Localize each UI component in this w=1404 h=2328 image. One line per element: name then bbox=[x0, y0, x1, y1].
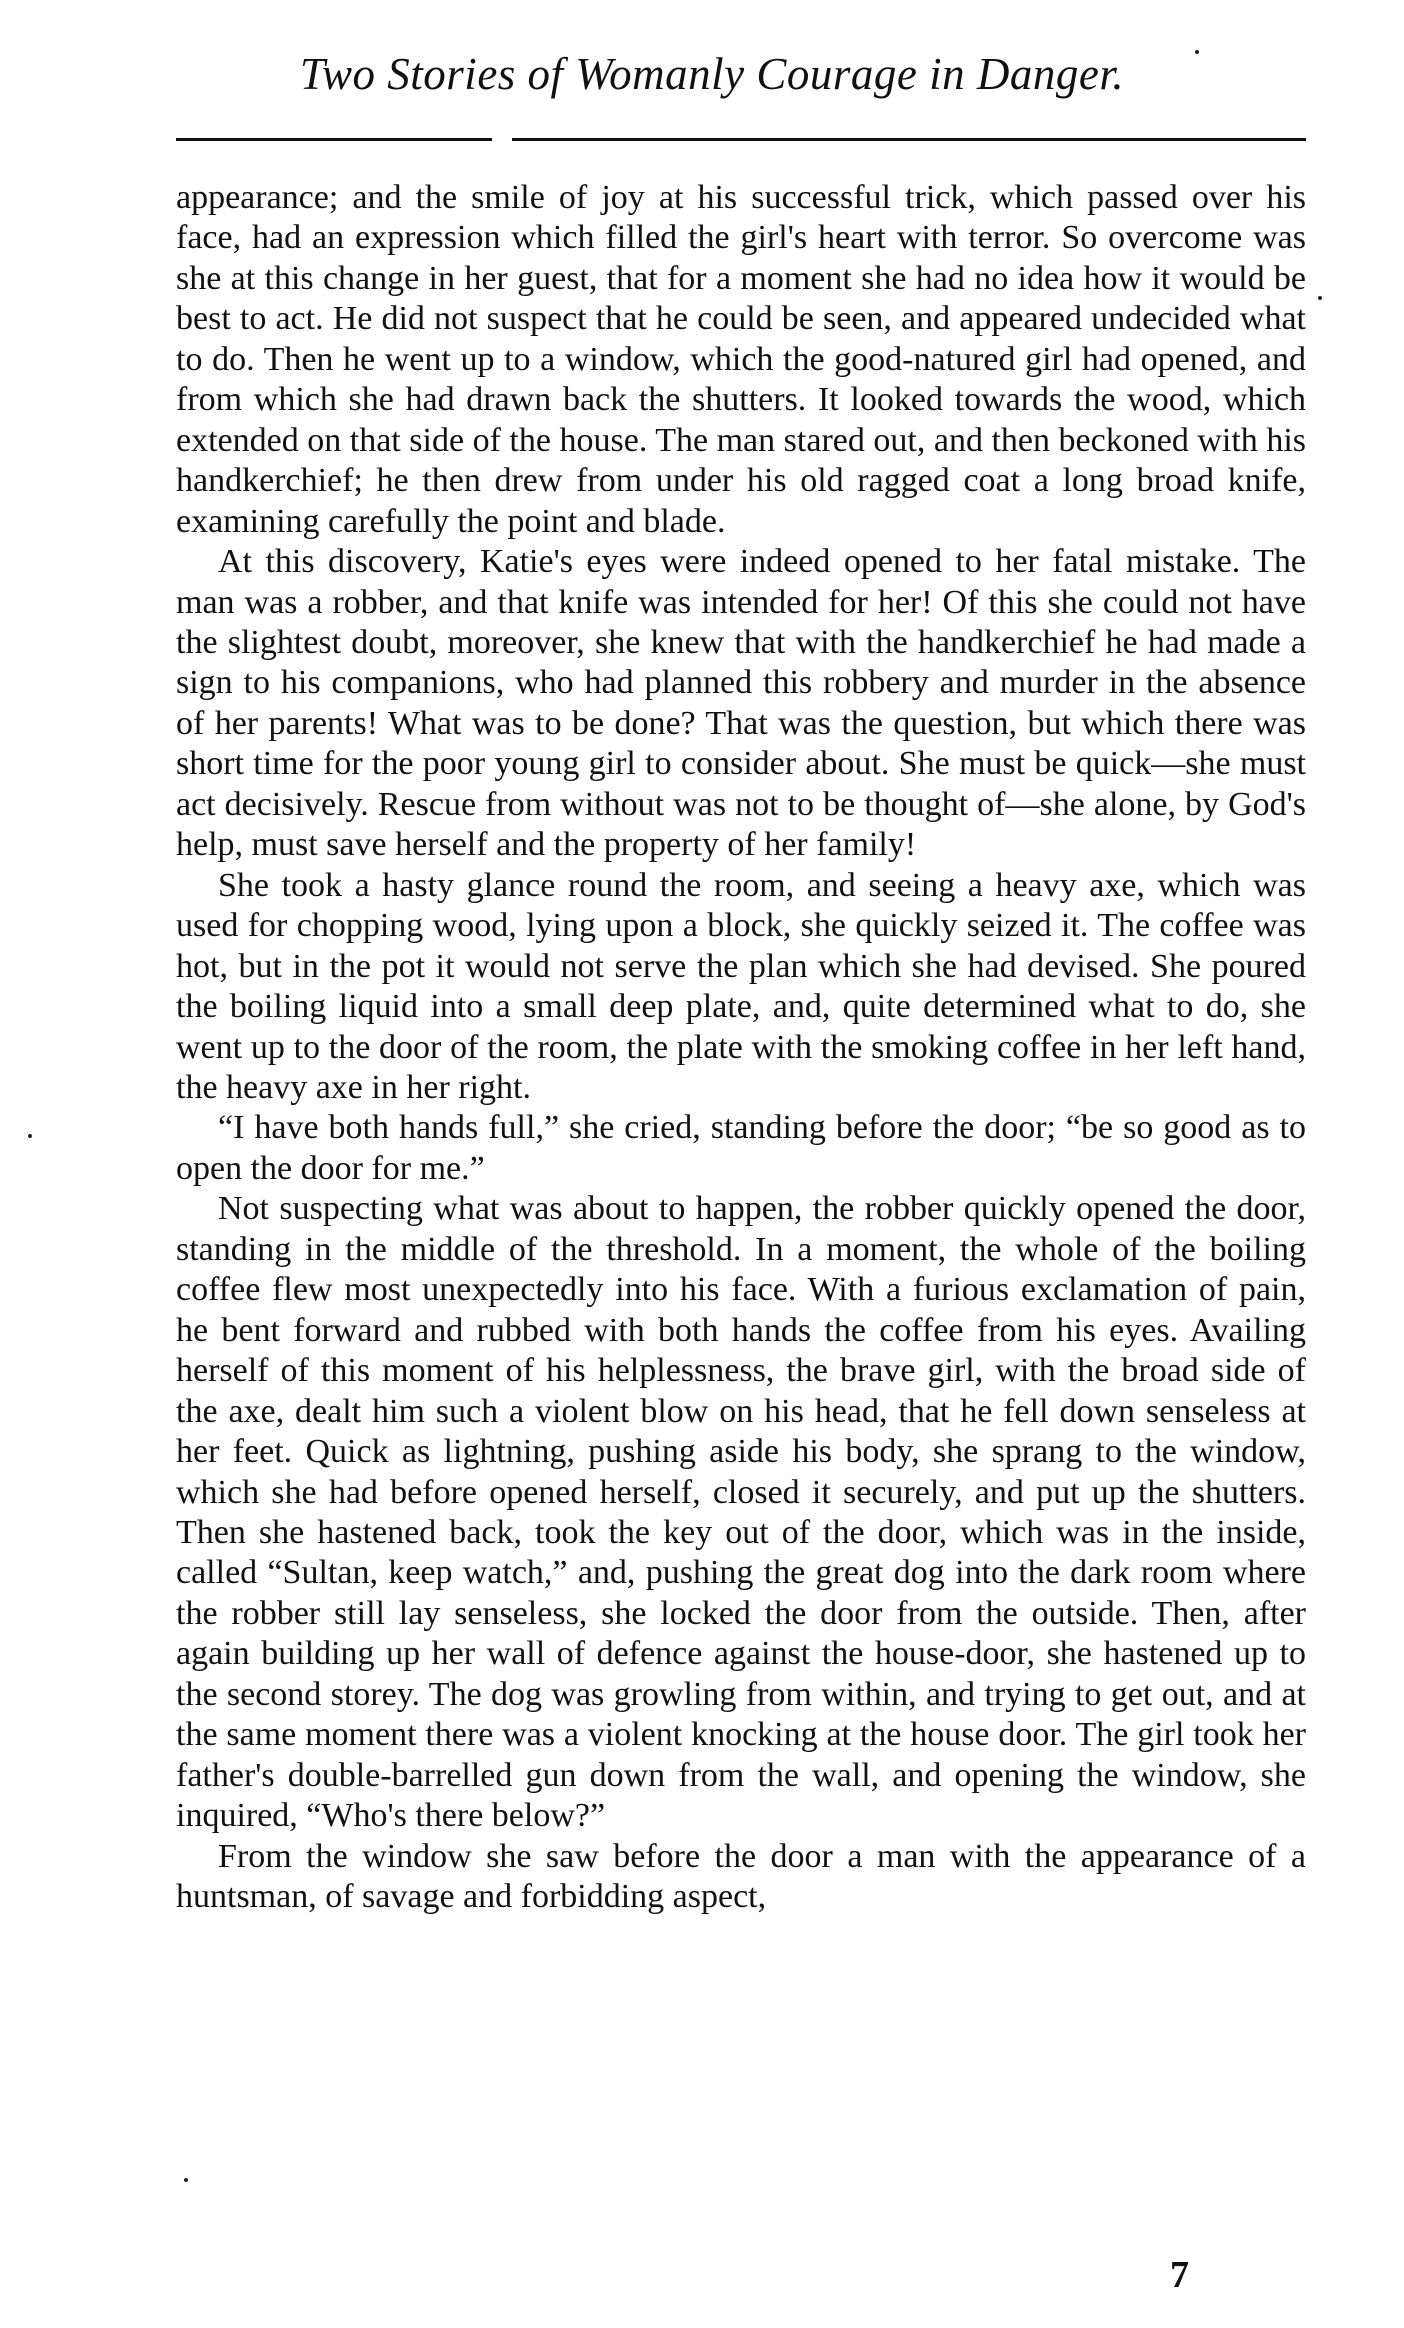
header-rule-break bbox=[492, 132, 512, 146]
print-speck bbox=[184, 2178, 188, 2182]
paragraph: At this discovery, Katie's eyes were indeed opened to her fatal mistake. The man was a robber, and that knife was intended for her! Of this she could not have the slightest doubt, moreover, she knew that with the handkerchief he had made a sign to his companions, who had planned this robbery and murder in the absence of her parents! What was to be done? That was the question, but which there was short time for the poor young girl to consider about. She must be quick—she must act decisively. Rescue from without was not to be thought of—she alone, by God's help, must save herself and the property of her family! bbox=[176, 543, 1306, 864]
paragraph: From the window she saw before the door a man with the appearance of a huntsman, of savage and forbidding aspect, bbox=[176, 1837, 1306, 1916]
page-number: 7 bbox=[1170, 2254, 1189, 2296]
print-speck bbox=[28, 1134, 32, 1138]
paragraph: appearance; and the smile of joy at his successful trick, which passed over his face, had an expression which filled the girl's heart with terror. So overcome was she at this change in her guest, that for a moment she had no idea how it would be best to act. He did not suspect that he could be seen, and appeared undecided what to do. Then he went up to a window, which the good-natured girl had opened, and from which she had drawn back the shutters. It looked towards the wood, which extended on that side of the house. The man stared out, and then beckoned with his handkerchief; he then drew from under his old ragged coat a long broad knife, examining carefully the point and blade. bbox=[176, 179, 1306, 540]
print-speck bbox=[1318, 296, 1322, 300]
header-rule bbox=[176, 138, 1306, 141]
print-speck bbox=[1195, 50, 1199, 54]
paragraph: She took a hasty glance round the room, and seeing a heavy axe, which was used for chopping wood, lying upon a block, she quickly seized it. The coffee was hot, but in the pot it would not serve the plan which she had devised. She poured the boiling liquid into a small deep plate, and, quite determined what to do, she went up to the door of the room, the plate with the smoking coffee in her left hand, the heavy axe in her right. bbox=[176, 866, 1306, 1106]
body-text bbox=[176, 178, 1306, 1917]
running-head: Two Stories of Womanly Courage in Danger. bbox=[299, 49, 1125, 99]
paragraph: Not suspecting what was about to happen, the robber quickly opened the door, standing in the middle of the threshold. In a moment, the whole of the boiling coffee flew most unexpectedly into his face. With a furious exclamation of pain, he bent forward and rubbed with both hands the coffee from his eyes. Availing herself of this moment of his helplessness, the brave girl, with the broad side of the axe, dealt him such a violent blow on his head, that he fell down senseless at her feet. Quick as lightning, pushing aside his body, she sprang to the window, which she had before opened herself, closed it securely, and put up the shutters. Then she hastened back, took the key out of the door, which was in the inside, called “Sultan, keep watch,” and, pushing the great dog into the dark room where the robber still lay senseless, she locked the door from the outside. Then, after again building up her wall of defence against the house-door, she hastened up to the second storey. The dog was growling from within, and trying to get out, and at the same moment there was a violent knocking at the house door. The girl took her father's double-barrelled gun down from the wall, and opening the window, she inquired, “Who's there below?” bbox=[176, 1190, 1306, 1835]
paragraph: “I have both hands full,” she cried, standing before the door; “be so good as to open the door for me.” bbox=[176, 1109, 1306, 1187]
